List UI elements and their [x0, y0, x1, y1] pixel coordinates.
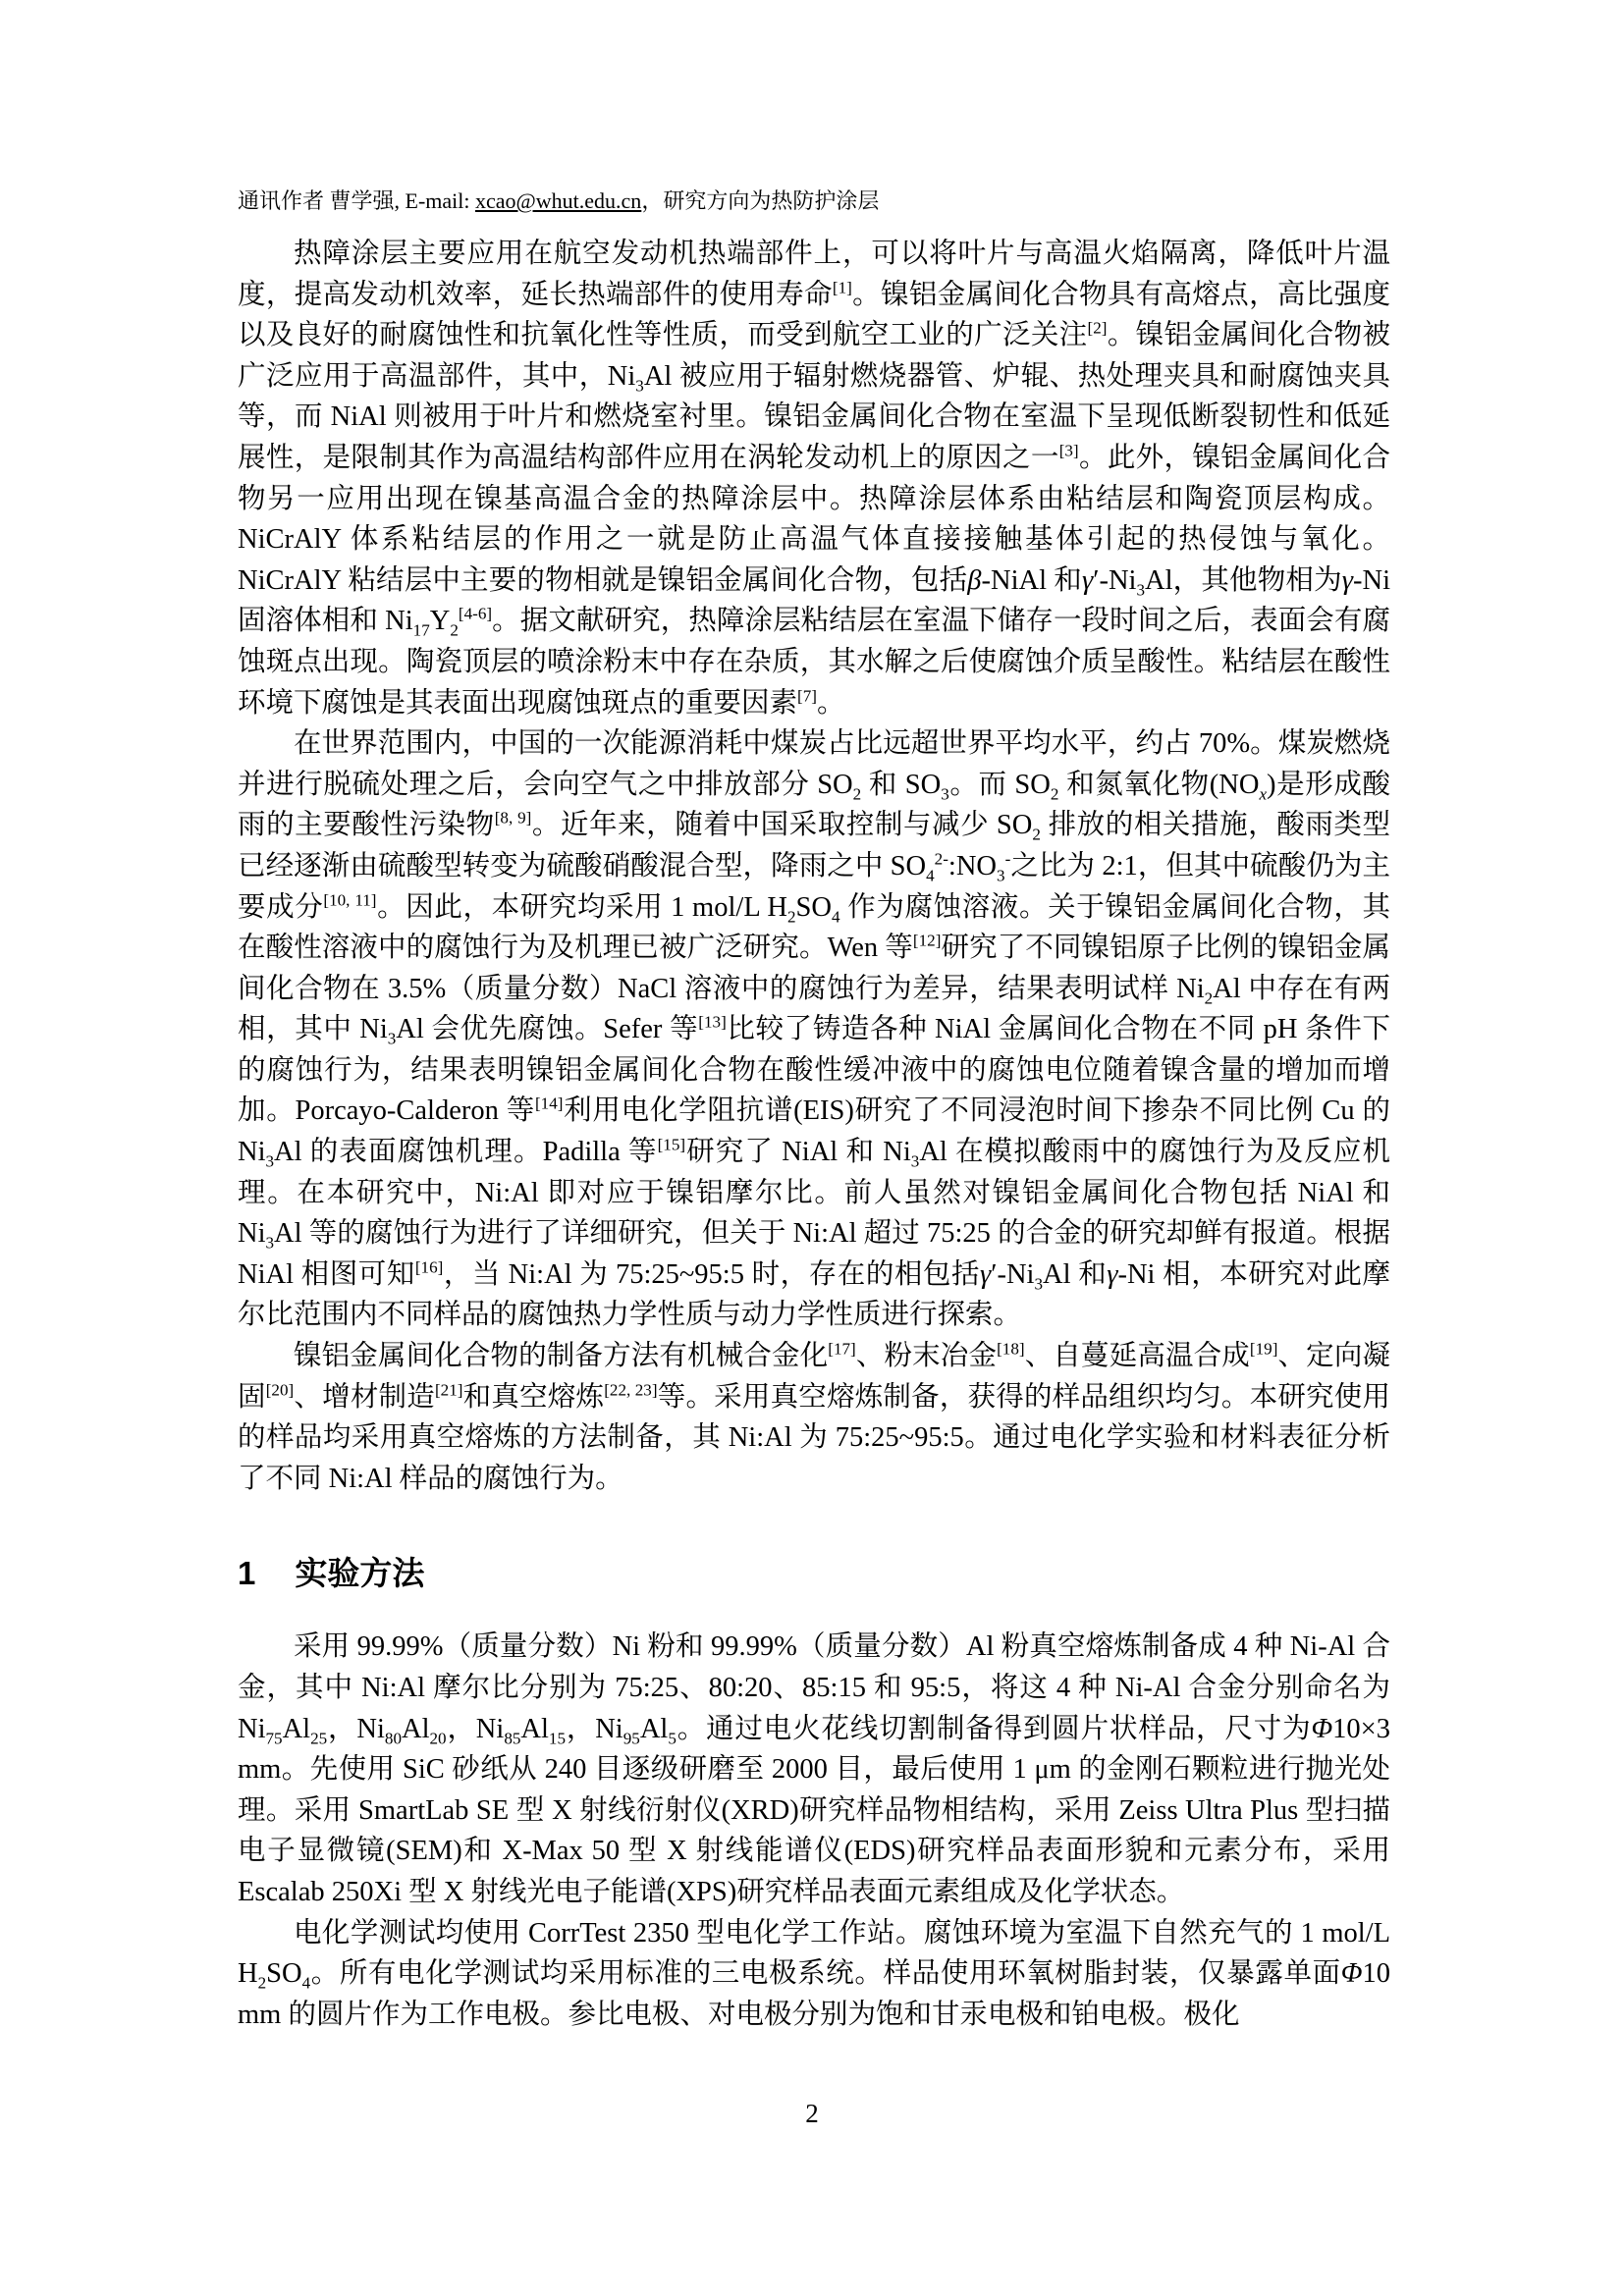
section-number: 1 [238, 1555, 256, 1592]
section-heading [238, 1550, 1390, 1597]
author-note-suffix: ，研究方向为热防护涂层 [641, 188, 880, 213]
paragraph: 电化学测试均使用 CorrTest 2350 型电化学工作站。腐蚀环境为室温下自然充气的 1 mol/L $H_2SO_4$。所有电化学测试均采用标准的三电极系统。样品使用环氧树脂封装，仅暴露单面Φ10 mm 的圆片作为工作电极。参比电极、对电极分别为饱和甘汞电极和铂电极。极化 [238, 1917, 1390, 2030]
intro-paragraphs [238, 234, 1390, 1499]
section-title: 实验方法 [295, 1555, 425, 1592]
section-paragraphs [238, 1627, 1390, 2035]
paragraph: 热障涂层主要应用在航空发动机热端部件上，可以将叶片与高温火焰隔离，降低叶片温度，提高发动机效率，延长热端部件的使用寿命[1]。镍铝金属间化合物具有高熔点，高比强度以及良好的耐腐蚀性和抗氧化性等性质，而受到航空工业的广泛关注[2]。镍铝金属间化合物被广泛应用于高温部件，其中，$Ni_3Al$ 被应用于辐射燃烧器管、炉辊、热处理夹具和耐腐蚀夹具等，而 NiAl 则被用于叶片和燃烧室衬里。镍铝金属间化合物在室温下呈现低断裂韧性和低延展性，是限制其作为高温结构部件应用在涡轮发动机上的原因之一[3]。此外，镍铝金属间化合物另一应用出现在镍基高温合金的热障涂层中。热障涂层体系由粘结层和陶瓷顶层构成。NiCrAlY 体系粘结层的作用之一就是防止高温气体直接接触基体引起的热侵蚀与氧化。NiCrAlY 粘结层中主要的物相就是镍铝金属间化合物，包括β-NiAl 和$\gamma'-Ni_3Al$，其他物相为γ-Ni 固溶体相和 $Ni_{17}Y_2[4-6]$。据文献研究，热障涂层粘结层在室温下储存一段时间之后，表面会有腐蚀斑点出现。陶瓷顶层的喷涂粉末中存在杂质，其水解之后使腐蚀介质呈酸性。粘结层在酸性环境下腐蚀是其表面出现腐蚀斑点的重要因素[7]。 [238, 239, 1390, 719]
page-footer [0, 2097, 1624, 2130]
paragraph: 镍铝金属间化合物的制备方法有机械合金化[17]、粉末冶金[18]、自蔓延高温合成[19]、定向凝固[20]、增材制造[21]和真空熔炼[22, 23]等。采用真空熔炼制备，获得的样品组织均匀。本研究使用的样品均采用真空熔炼的方法制备，其 Ni:Al 为 75:25~95:5。通过电化学实验和材料表征分析了不同 Ni:Al 样品的腐蚀行为。 [238, 1339, 1390, 1494]
paragraph: 采用 99.99%（质量分数）Ni 粉和 99.99%（质量分数）Al 粉真空熔炼制备成 4 种 Ni-Al 合金，其中 Ni:Al 摩尔比分别为 75:25、80:20、85:15 和 95:5，将这 4 种 Ni-Al 合金分别命名为 $Ni_{75}Al_{25}$，$Ni_{80}Al_{20}$，$Ni_{85}Al_{15}$，$Ni_{95}Al_5$。通过电火花线切割制备得到圆片状样品，尺寸为Φ10×3 mm。先使用 SiC 砂纸从 240 目逐级研磨至 2000 目，最后使用 1 μm 的金刚石颗粒进行抛光处理。采用 SmartLab SE 型 X 射线衍射仪(XRD)研究样品物相结构，采用 Zeiss Ultra Plus 型扫描电子显微镜(SEM)和 X-Max 50 型 X 射线能谱仪(EDS)研究样品表面形貌和元素分布，采用 Escalab 250Xi 型 X 射线光电子能谱(XPS)研究样品表面元素组成及化学状态。 [238, 1631, 1390, 1907]
page-number: 2 [805, 2099, 819, 2128]
page-content [238, 187, 1390, 2035]
author-note-prefix: 通讯作者 曹学强, E-mail: [238, 188, 475, 213]
paragraph: 在世界范围内，中国的一次能源消耗中煤炭占比远超世界平均水平，约占 70%。煤炭燃烧并进行脱硫处理之后，会向空气之中排放部分 $SO_2$ 和 $SO_3$。而 $SO_2$ 和氮氧化物$(NO_x)$是形成酸雨的主要酸性污染物[8, 9]。近年来，随着中国采取控制与减少 $SO_2$ 排放的相关措施，酸雨类型已经逐渐由硫酸型转变为硫酸硝酸混合型，降雨之中 $SO_4^{2-}:NO_3^-$之比为 2:1，但其中硫酸仍为主要成分[10, 11]。因此，本研究均采用 1 mol/L $H_2SO_4$ 作为腐蚀溶液。关于镍铝金属间化合物，其在酸性溶液中的腐蚀行为及机理已被广泛研究。Wen 等[12]研究了不同镍铝原子比例的镍铝金属间化合物在 3.5%（质量分数）NaCl 溶液中的腐蚀行为差异，结果表明试样 $Ni_2Al$ 中存在有两相，其中 $Ni_3Al$ 会优先腐蚀。Sefer 等[13]比较了铸造各种 NiAl 金属间化合物在不同 pH 条件下的腐蚀行为，结果表明镍铝金属间化合物在酸性缓冲液中的腐蚀电位随着镍含量的增加而增加。Porcayo-Calderon 等[14]利用电化学阻抗谱(EIS)研究了不同浸泡时间下掺杂不同比例 Cu 的 $Ni_3Al$ 的表面腐蚀机理。Padilla 等[15]研究了 NiAl 和 $Ni_3Al$ 在模拟酸雨中的腐蚀行为及反应机理。在本研究中，Ni:Al 即对应于镍铝摩尔比。前人虽然对镍铝金属间化合物包括 NiAl 和 $Ni_3Al$ 等的腐蚀行为进行了详细研究，但关于 Ni:Al 超过 75:25 的合金的研究却鲜有报道。根据 NiAl 相图可知[16]，当 Ni:Al 为 75:25~95:5 时，存在的相包括$\gamma'-Ni_3Al$ 和γ-Ni 相，本研究对此摩尔比范围内不同样品的腐蚀热力学性质与动力学性质进行探索。 [238, 728, 1391, 1331]
corresponding-author-note [238, 187, 1390, 216]
email-link[interactable]: xcao@whut.edu.cn [474, 188, 642, 213]
